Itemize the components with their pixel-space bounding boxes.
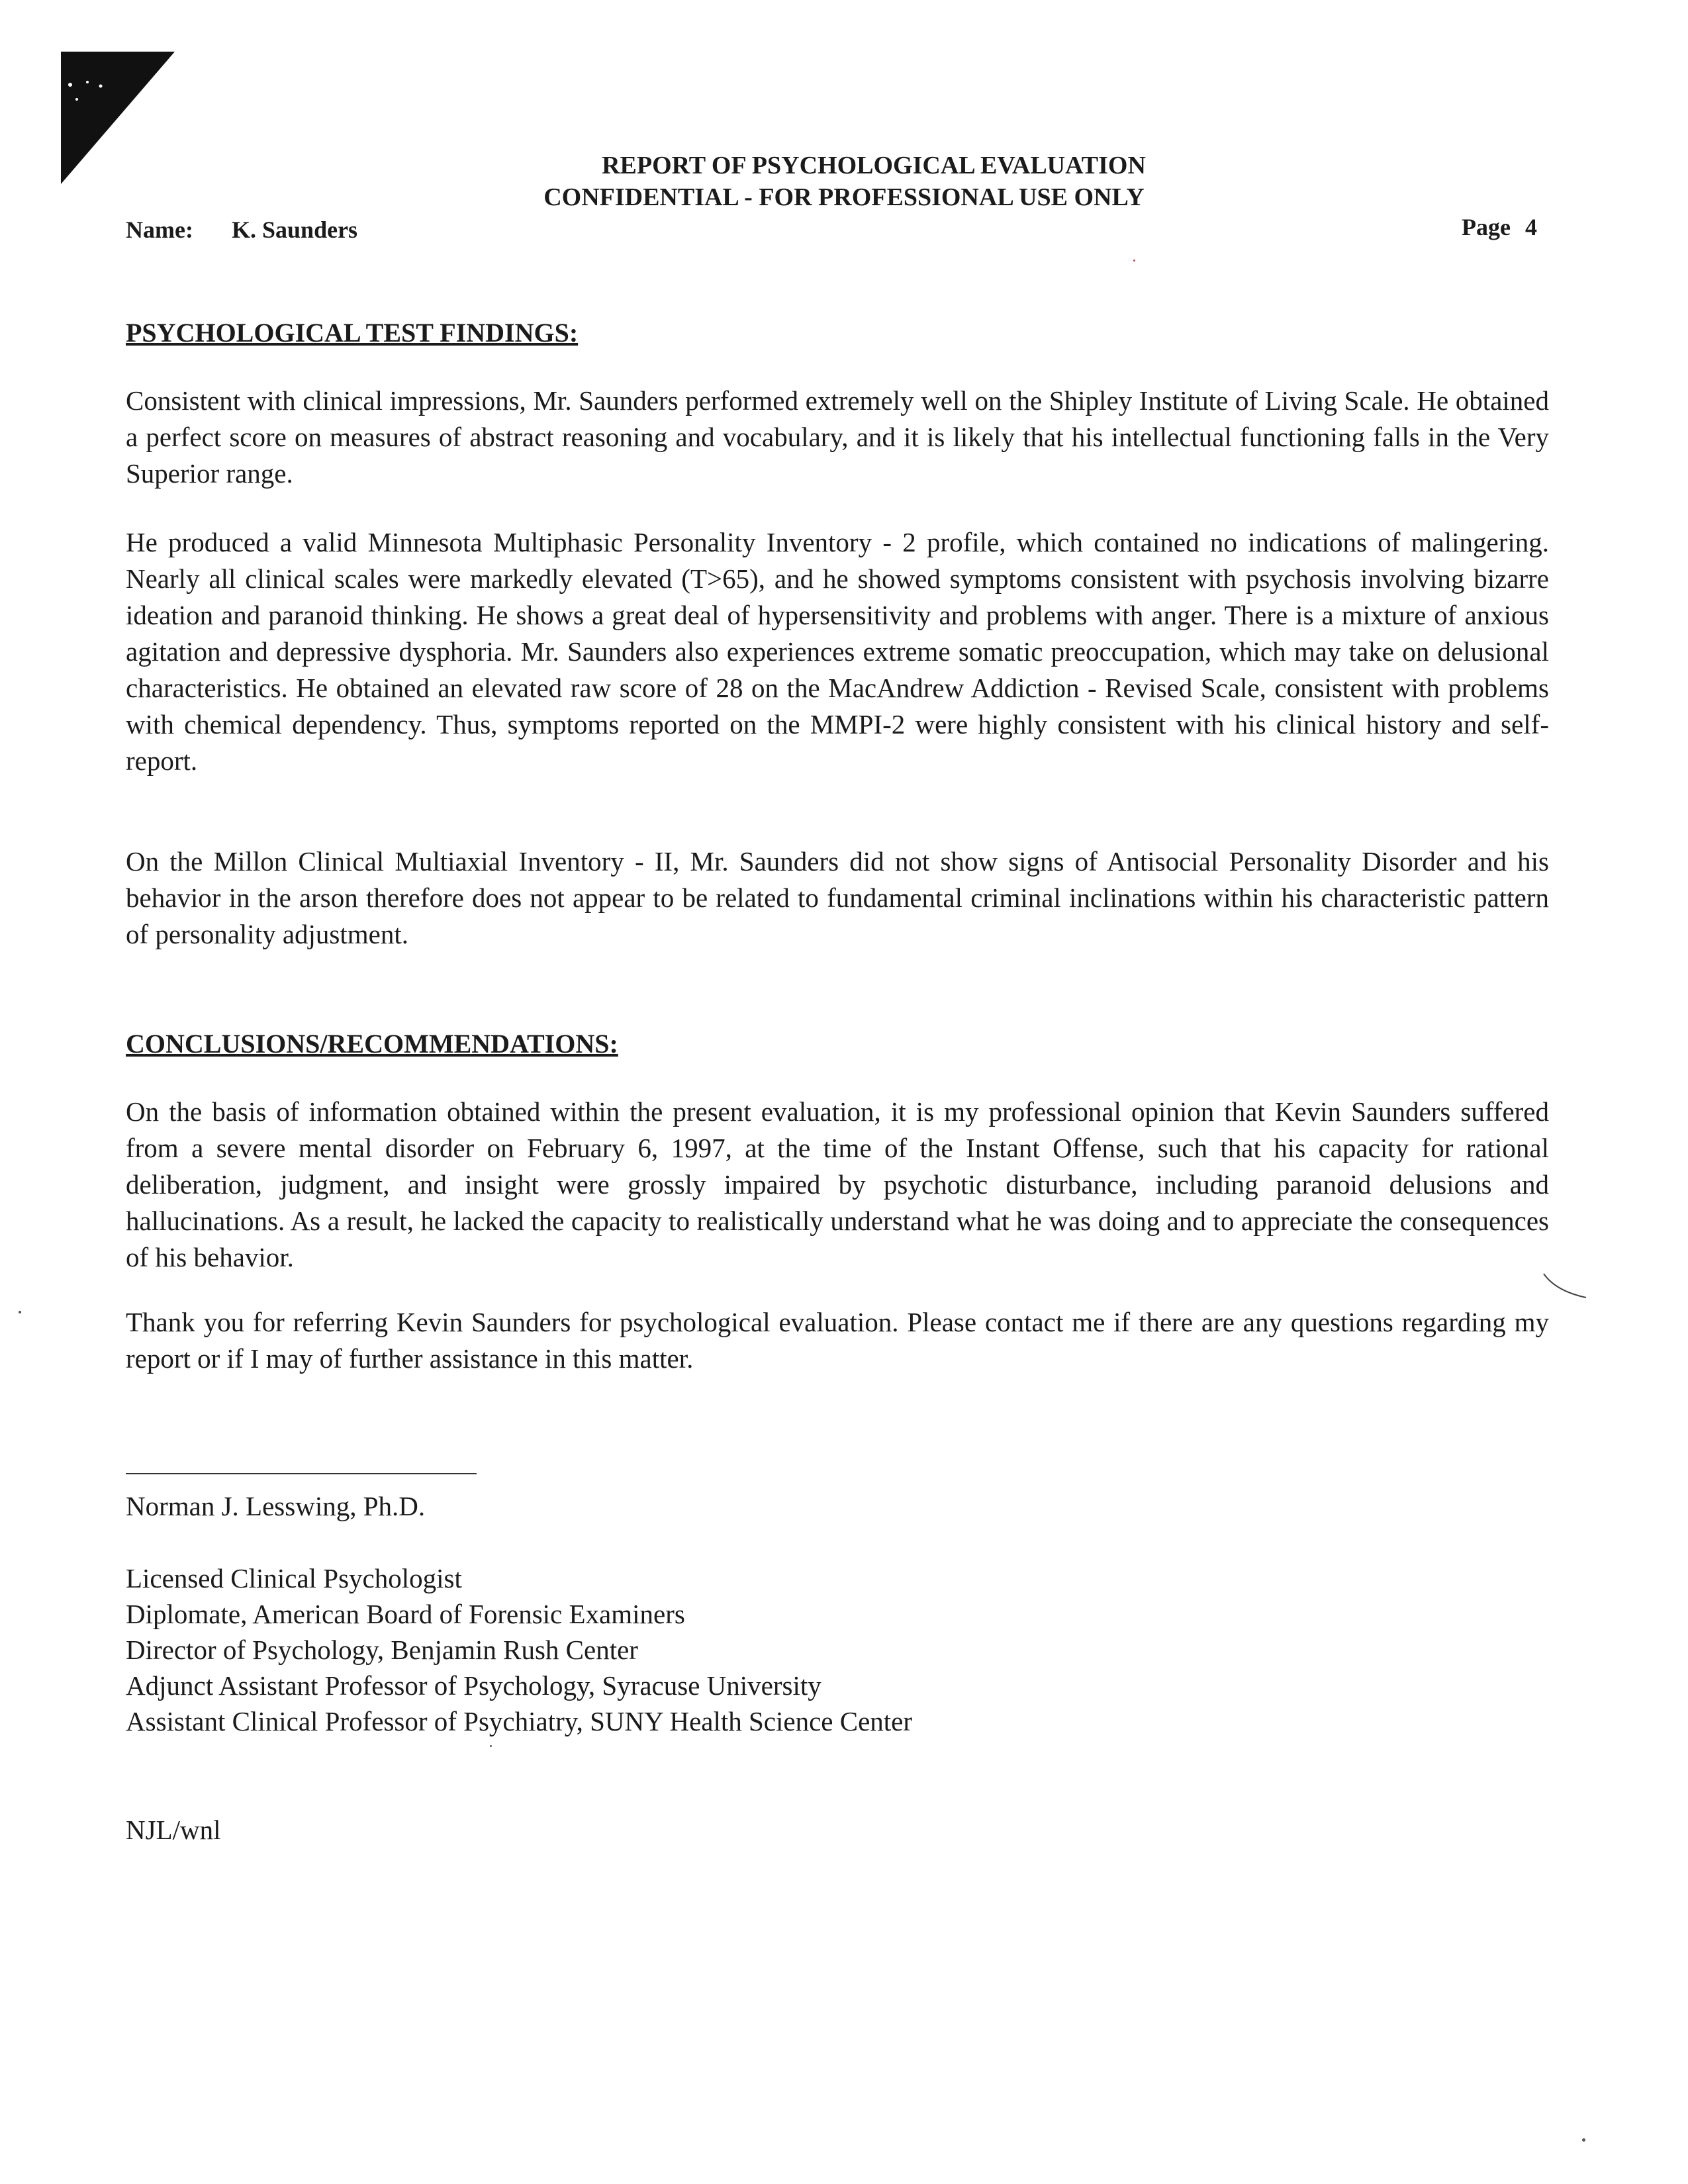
conclusions-paragraph-1: On the basis of information obtained within the present evaluation, it is my professional opinion that Kevin Saunders suffered from a severe mental disorder on February 6, 1997, at the time of the Instant Offense, such that his capacity for rational deliberation, judgment, and insight were grossly impaired by psychotic disturbance, including paranoid delusions and hallucinations. As a result, he lacked the capacity to realistically understand what he was doing and to appreciate the consequences of his behavior. [126, 1096, 1549, 1272]
scan-speck [1582, 2138, 1585, 2142]
patient-name-row [126, 216, 357, 244]
conclusions-paragraph-2: Thank you for referring Kevin Saunders for psychological evaluation. Please contact me if there are any questions regarding my report or if I may of further assistance in this matter. [126, 1307, 1549, 1374]
conclusions-paragraph-1-wrap [126, 1094, 1549, 1276]
name-label: Name: [126, 216, 193, 243]
signature-line [126, 1473, 477, 1474]
confidentiality-notice: CONFIDENTIAL - FOR PROFESSIONAL USE ONLY [543, 183, 1145, 211]
scan-stray-mark [1542, 1271, 1589, 1304]
scan-speck [490, 1745, 492, 1747]
findings-section [126, 316, 1549, 350]
page-label: Page [1462, 214, 1511, 240]
scan-speck [19, 1311, 21, 1313]
credential-item: Director of Psychology, Benjamin Rush Center [126, 1635, 638, 1665]
findings-heading: PSYCHOLOGICAL TEST FINDINGS: [126, 318, 579, 348]
credential-item: Assistant Clinical Professor of Psychiatry, SUNY Health Science Center [126, 1706, 913, 1736]
findings-paragraph-2-wrap [126, 524, 1549, 779]
credentials-list [126, 1560, 912, 1739]
findings-paragraph-1-wrap [126, 383, 1549, 492]
credential-item: Licensed Clinical Psychologist [126, 1563, 462, 1593]
report-title: REPORT OF PSYCHOLOGICAL EVALUATION [602, 152, 1146, 179]
signatory-name: Norman J. Lesswing, Ph.D. [126, 1491, 426, 1521]
typist-initials: NJL/wnl [126, 1815, 221, 1845]
findings-paragraph-3: On the Millon Clinical Multiaxial Inventory - II, Mr. Saunders did not show signs of Antisocial Personality Disorder and his behavior in the arson therefore does not appear to be related to fundamental criminal inclinations within his characteristic pattern of personality adjustment. [126, 846, 1549, 949]
page-number: 4 [1525, 214, 1537, 240]
conclusions-section [126, 1027, 1549, 1061]
report-header [0, 150, 1688, 213]
patient-name: K. Saunders [232, 216, 358, 243]
findings-paragraph-3-wrap [126, 843, 1549, 953]
conclusions-heading: CONCLUSIONS/RECOMMENDATIONS: [126, 1029, 618, 1059]
conclusions-paragraph-2-wrap [126, 1304, 1549, 1377]
findings-paragraph-1: Consistent with clinical impressions, Mr. Saunders performed extremely well on the Shipley Institute of Living Scale. He obtained a perfect score on measures of abstract reasoning and vocabulary, and it is likely that his intellectual functioning falls in the Very Superior range. [126, 385, 1549, 489]
scan-speck [1133, 260, 1135, 261]
credential-item: Diplomate, American Board of Forensic Examiners [126, 1599, 685, 1629]
credential-item: Adjunct Assistant Professor of Psychology, Syracuse University [126, 1670, 821, 1701]
page-indicator [1462, 213, 1537, 241]
findings-paragraph-2: He produced a valid Minnesota Multiphasic Personality Inventory - 2 profile, which contained no indications of malingering. Nearly all clinical scales were markedly elevated (T>65), and he showed symptoms consistent with psychosis involving bizarre ideation and paranoid thinking. He shows a great deal of hypersensitivity and problems with anger. There is a mixture of anxious agitation and depressive dysphoria. Mr. Saunders also experiences extreme somatic preoccupation, which may take on delusional characteristics. He obtained an elevated raw score of 28 on the MacAndrew Addiction - Revised Scale, consistent with problems with chemical dependency. Thus, symptoms reported on the MMPI-2 were highly consistent with his clinical history and self-report. [126, 527, 1549, 776]
